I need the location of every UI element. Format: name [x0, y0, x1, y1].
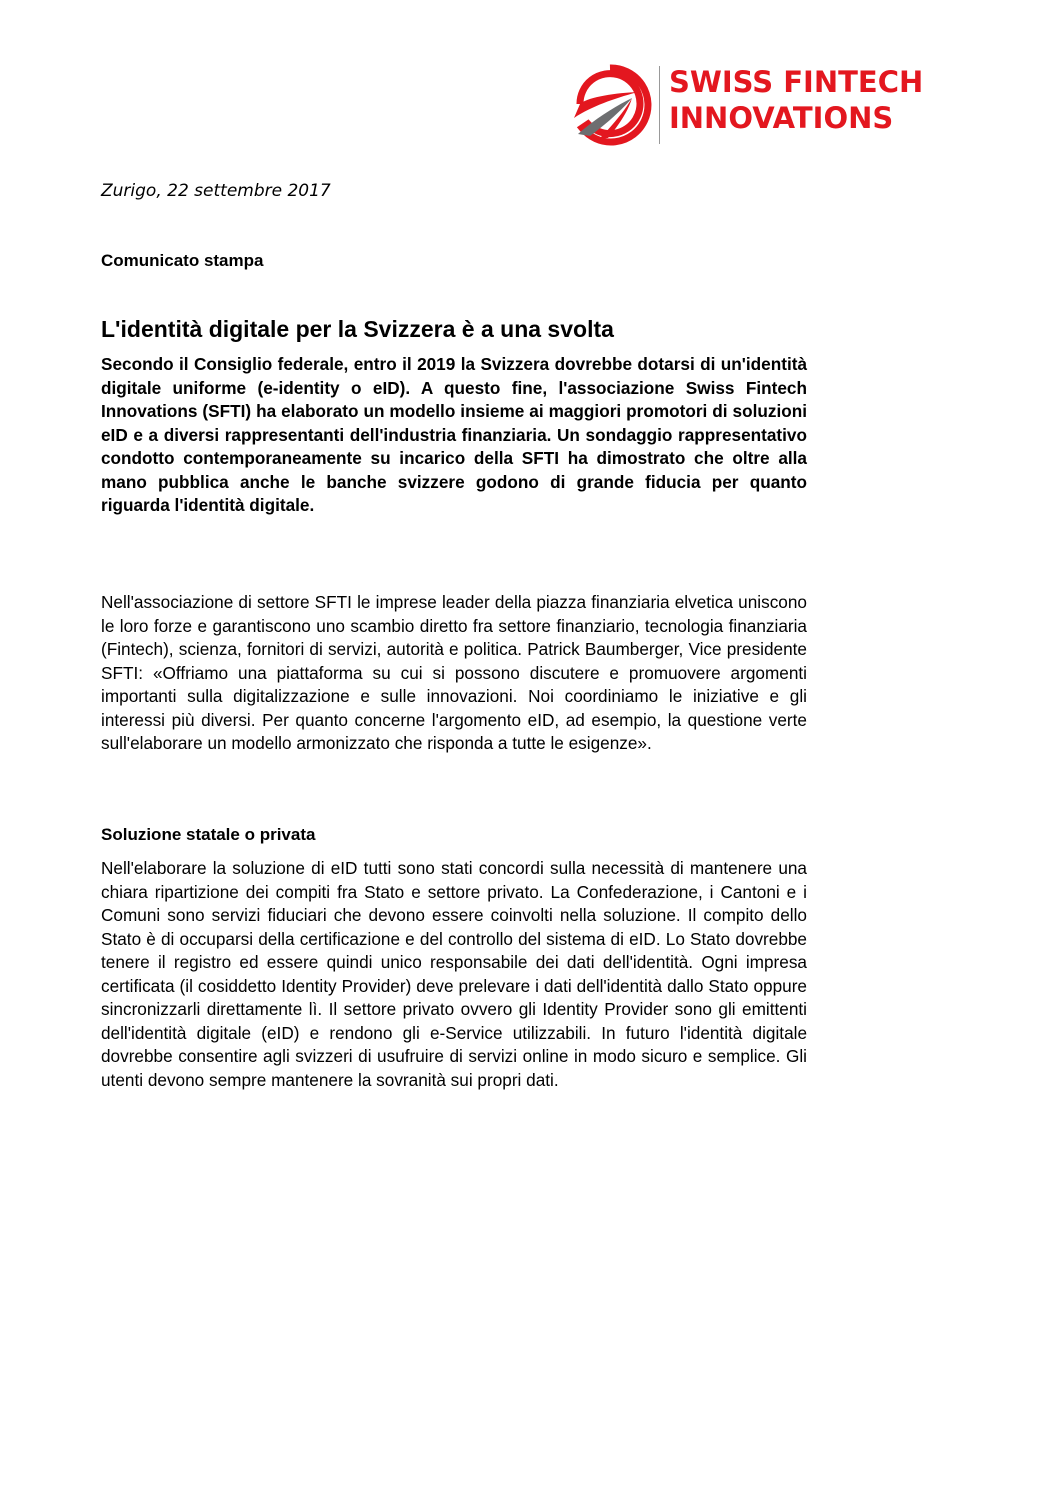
logo-line-2: INNOVATIONS	[669, 101, 894, 135]
logo-line-1: SWISS FINTECH	[669, 65, 924, 99]
section-subheading: Soluzione statale o privata	[101, 825, 316, 844]
company-logo	[566, 62, 924, 146]
headline: L'identità digitale per la Svizzera è a una svolta	[101, 316, 614, 342]
document-type-label: Comunicato stampa	[101, 251, 264, 270]
dateline: Zurigo, 22 settembre 2017	[101, 181, 331, 201]
body-paragraph-1: Nell'associazione di settore SFTI le imprese leader della piazza finanziaria elvetica uniscono le loro forze e garantiscono uno scambio diretto fra settore finanziario, tecnologia finanziaria (Fintech), scienza, fornitori di servizi, autorità e politica. Patrick Baumberger, Vice presidente SFTI: «Offriamo una piattaforma su cui si possono discutere e promuovere argomenti importanti sulla digitalizzazione e sulle innovazioni. Noi coordiniamo le iniziative e gli interessi più diversi. Per quanto concerne l'argomento eID, ad esempio, la questione verte sull'elaborare un modello armonizzato che risponda a tutte le esigenze».	[101, 592, 807, 753]
lead-paragraph: Secondo il Consiglio federale, entro il 2019 la Svizzera dovrebbe dotarsi di un'identità digitale uniforme (e-identity o eID). A questo fine, l'associazione Swiss Fintech Innovations (SFTI) ha elaborato un modello insieme ai maggiori promotori di soluzioni eID e a diversi rappresentanti dell'industria finanziaria. Un sondaggio rappresentativo condotto contemporaneamente su incarico della SFTI ha dimostrato che oltre alla mano pubblica anche le banche svizzere godono di grande fiducia per quanto riguarda l'identità digitale.	[101, 354, 807, 515]
logo-wordmark	[669, 64, 923, 136]
swoosh-circle-icon	[566, 62, 654, 146]
body-paragraph-2: Nell'elaborare la soluzione di eID tutti sono stati concordi sulla necessità di mantenere una chiara ripartizione dei compiti fra Stato e settore privato. La Confederazione, i Cantoni e i Comuni sono servizi fiduciari che devono essere coinvolti nella soluzione. Il compito dello Stato è di occuparsi della certificazione e del controllo del sistema di eID. Lo Stato dovrebbe tenere il registro ed essere quindi unico responsabile dei dati dell'identità. Ogni impresa certificata (il cosiddetto Identity Provider) deve prelevare i dati dell'identità dallo Stato oppure sincronizzarli direttamente lì. Il settore privato ovvero gli Identity Provider sono gli emittenti dell'identità digitale (eID) e rendono gli e-Service utilizzabili. In futuro l'identità digitale dovrebbe consentire agli svizzeri di usufruire di servizi online in modo sicuro e semplice. Gli utenti devono sempre mantenere la sovranità sui propri dati.	[101, 858, 807, 1090]
logo-divider	[659, 66, 660, 144]
